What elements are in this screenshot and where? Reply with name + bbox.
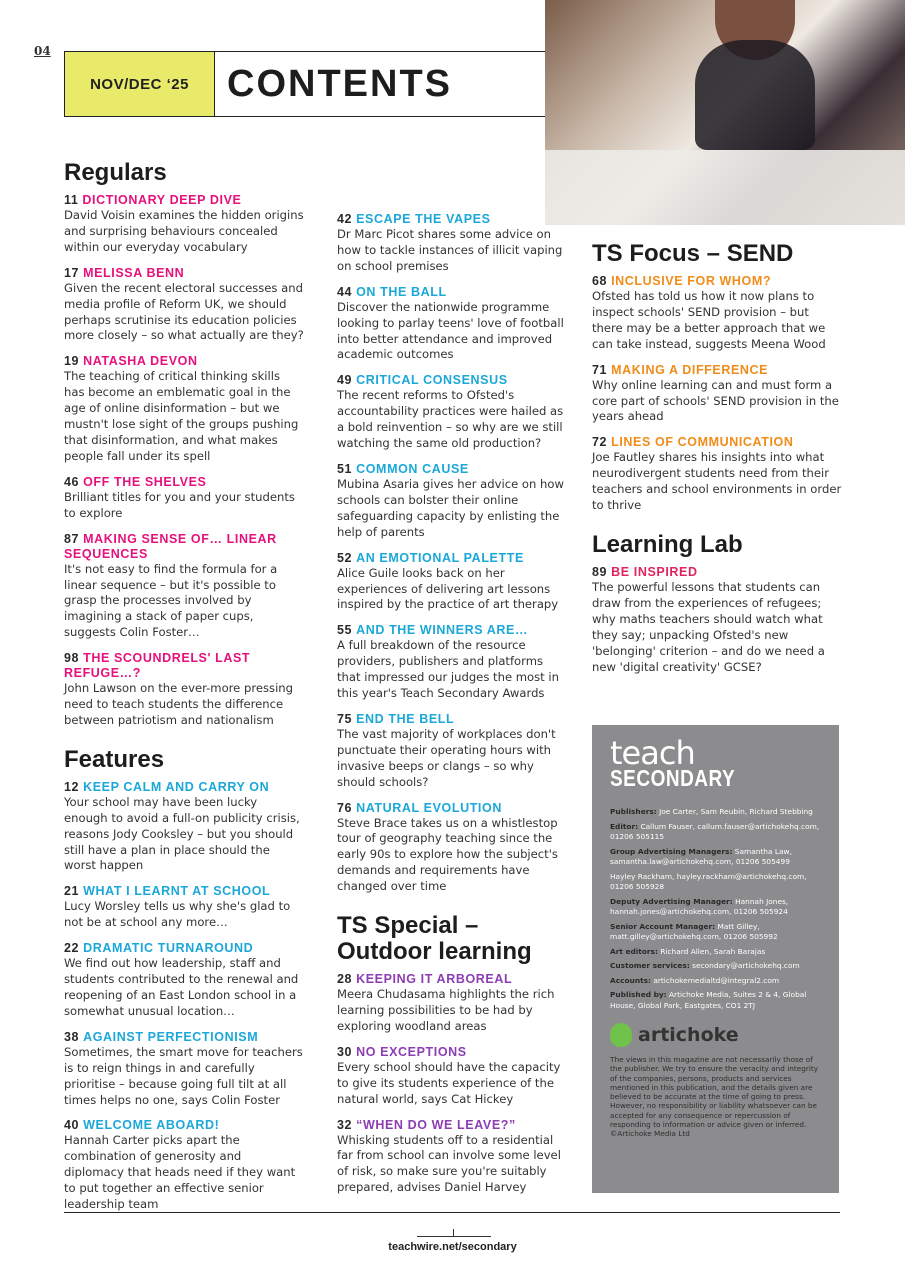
page-ref: 21 — [64, 884, 80, 899]
column-3 — [592, 241, 842, 685]
credit-label: Accounts: — [610, 975, 651, 985]
contents-item[interactable] — [337, 462, 569, 541]
page-ref: 40 — [64, 1118, 80, 1133]
photo-detail — [545, 150, 905, 225]
contents-item[interactable] — [64, 532, 304, 642]
credit-entry — [610, 872, 821, 893]
page-ref: 55 — [337, 623, 353, 638]
credit-value: Callum Fauser, callum.fauser@artichokehq.com, 01206 505115 — [610, 821, 820, 841]
article-title: MAKING A DIFFERENCE — [611, 362, 769, 377]
artichoke-logo — [610, 1023, 821, 1047]
item-title-line — [337, 551, 569, 566]
credit-entry — [610, 990, 821, 1011]
page-ref: 17 — [64, 265, 80, 280]
artichoke-wordmark: artichoke — [638, 1024, 739, 1046]
contents-item[interactable] — [64, 266, 304, 345]
page-ref: 98 — [64, 651, 80, 666]
article-title: ON THE BALL — [356, 284, 447, 299]
page-ref: 38 — [64, 1029, 80, 1044]
footer-url[interactable]: teachwire.net/secondary — [388, 1241, 517, 1253]
article-title: DRAMATIC TURNAROUND — [83, 941, 254, 956]
article-title: AGAINST PERFECTIONISM — [83, 1029, 259, 1044]
credit-value: Richard Allen, Sarah Barajas — [660, 946, 766, 956]
contents-item[interactable] — [64, 193, 304, 256]
contents-item[interactable] — [337, 373, 569, 452]
page-ref: 30 — [337, 1044, 353, 1059]
column-1 — [64, 160, 304, 1223]
footer-divider — [64, 1212, 840, 1213]
item-title-line — [337, 623, 569, 638]
page-number: 04 — [34, 44, 51, 58]
credit-value: Artichoke Media, Suites 2 & 4, Global House, Global Park, Eastgates, CO1 2TJ — [610, 990, 807, 1010]
page-ref: 72 — [592, 435, 608, 450]
item-title-line — [592, 435, 842, 450]
artichoke-leaf-icon — [610, 1023, 632, 1047]
article-standfirst: Brilliant titles for you and your students to explore — [64, 489, 295, 520]
section-heading: TS Focus – SEND — [592, 240, 794, 267]
item-title-line — [64, 884, 304, 899]
credit-entry — [610, 976, 821, 987]
page-ref: 32 — [337, 1117, 353, 1132]
credit-value: Matt Gilley, matt.gilley@artichokehq.com, 01206 505992 — [610, 921, 778, 941]
section-heading: TS Special – Outdoor learning — [337, 912, 532, 966]
page-ref: 52 — [337, 550, 353, 565]
article-standfirst: The teaching of critical thinking skills has become an emblematic goal in the age of online disinformation – but we mustn't lose sight of the groups pushing that disinformation, and what makes people fall under its spell — [64, 369, 299, 463]
credit-entry — [610, 847, 821, 868]
contents-item[interactable] — [337, 712, 569, 791]
article-title: AND THE WINNERS ARE… — [356, 623, 529, 638]
credit-entry — [610, 922, 821, 943]
credit-label: Senior Account Manager: — [610, 921, 716, 931]
article-standfirst: Hannah Carter picks apart the combination of generosity and diplomacy that heads need if they want to put together an effective senior leadership team — [64, 1133, 296, 1212]
contents-item[interactable] — [337, 623, 569, 702]
item-title-line — [337, 1118, 569, 1133]
article-standfirst: The vast majority of workplaces don't punctuate their operating hours with invasive beeps or clangs – so why should schools? — [337, 726, 556, 789]
page-ref: 89 — [592, 564, 608, 579]
article-title: NO EXCEPTIONS — [356, 1044, 467, 1059]
page-ref: 19 — [64, 354, 80, 369]
article-title: COMMON CAUSE — [356, 461, 469, 476]
page-ref: 44 — [337, 284, 353, 299]
page-ref: 71 — [592, 362, 608, 377]
page-title: CONTENTS — [227, 62, 452, 105]
contents-item[interactable] — [64, 354, 304, 464]
item-title-line — [337, 1045, 569, 1060]
page-ref: 68 — [592, 274, 608, 288]
contents-header — [64, 51, 584, 117]
article-title: “WHEN DO WE LEAVE?” — [356, 1117, 516, 1132]
contents-item[interactable] — [64, 780, 304, 875]
article-standfirst: John Lawson on the ever-more pressing need to teach students the difference between patriotism and nationalism — [64, 681, 294, 727]
contents-item[interactable] — [64, 941, 304, 1020]
item-title-line — [64, 1030, 304, 1045]
article-standfirst: Alice Guile looks back on her experiences of delivering art lessons inspired by the practice of art therapy — [337, 565, 559, 612]
item-title-line — [592, 363, 842, 378]
item-title-line — [337, 462, 569, 477]
credit-entry — [610, 961, 821, 972]
credits-list — [610, 807, 821, 1011]
item-title-line — [64, 193, 304, 208]
article-standfirst: Meera Chudasama highlights the rich learning possibilities to be had by exploring woodland areas — [337, 987, 555, 1033]
article-title: LINES OF COMMUNICATION — [611, 435, 794, 450]
credit-label: Deputy Advertising Manager: — [610, 896, 733, 906]
contents-item[interactable] — [64, 1118, 304, 1213]
page-ref: 42 — [337, 212, 353, 226]
credit-label: Customer services: — [610, 961, 690, 970]
article-title: KEEP CALM AND CARRY ON — [83, 779, 270, 794]
article-standfirst: Steve Brace takes us on a whistlestop tour of geography teaching since the early 90s to explore how the subject's demands and requirements have changed over time — [337, 815, 558, 894]
article-standfirst: Every school should have the capacity to give its students experience of the natural world, says Cat Hickey — [337, 1059, 561, 1106]
page-ref: 11 — [64, 193, 79, 207]
contents-item[interactable] — [337, 212, 569, 275]
credit-entry — [610, 822, 821, 843]
article-standfirst: Ofsted has told us how it now plans to inspect schools' SEND provision – but there may be a better approach that we can take instead, suggests Meena Wood — [592, 289, 826, 351]
article-title: END THE BELL — [356, 711, 455, 726]
item-title-line — [337, 212, 569, 227]
credit-value: artichokemedialtd@integral2.com — [653, 975, 780, 985]
item-title-line — [64, 266, 304, 281]
credit-value: secondary@artichokehq.com — [692, 961, 800, 970]
article-standfirst: The powerful lessons that students can draw from the experiences of refugees; why maths teachers should watch what they say; unpacking Ofsted's new 'belonging' criterion – and do we need a new 'digital creativity' GCSE? — [592, 579, 825, 674]
page-ref: 12 — [64, 779, 80, 794]
article-title: WELCOME ABOARD! — [83, 1118, 220, 1133]
page-ref: 28 — [337, 972, 353, 987]
footer-ornament — [417, 1236, 491, 1237]
item-title-line — [64, 1118, 304, 1133]
article-title: THE SCOUNDRELS' LAST REFUGE…? — [64, 651, 251, 681]
article-title: OFF THE SHELVES — [83, 474, 207, 489]
article-standfirst: The recent reforms to Ofsted's accountability practices were hailed as a bold reinvention – so why are we still watching the same old production? — [337, 388, 564, 451]
item-title-line — [337, 712, 569, 727]
article-standfirst: Joe Fautley shares his insights into what neurodivergent students need from their teachers and school environments in order to thrive — [592, 450, 842, 513]
article-standfirst: Your school may have been lucky enough to avoid a full-on publicity crisis, reasons Jody Cooksley – but you should still have a plan in place should the worst happen — [64, 794, 300, 873]
credit-label: Editor: — [610, 821, 639, 831]
article-title: MAKING SENSE OF… LINEAR SEQUENCES — [64, 531, 277, 561]
credit-label: Art editors: — [610, 946, 658, 956]
article-title: ESCAPE THE VAPES — [356, 212, 491, 226]
article-standfirst: Mubina Asaria gives her advice on how schools can bolster their online safeguarding capacity by enlisting the help of parents — [337, 476, 564, 539]
contents-item[interactable] — [337, 972, 569, 1035]
credit-label: Group Advertising Managers: — [610, 846, 733, 856]
article-title: KEEPING IT ARBOREAL — [356, 972, 513, 987]
contents-item[interactable] — [592, 565, 842, 675]
cover-photo-students — [545, 0, 905, 225]
credit-entry — [610, 897, 821, 918]
item-title-line — [592, 565, 842, 580]
item-title-line — [64, 651, 304, 681]
item-title-line — [64, 475, 304, 490]
article-standfirst: Dr Marc Picot shares some advice on how to tackle instances of illicit vaping on school premises — [337, 227, 563, 273]
page-ref: 49 — [337, 373, 353, 388]
contents-item[interactable] — [592, 274, 842, 353]
disclaimer — [610, 1055, 821, 1139]
article-standfirst: Why online learning can and must form a core part of schools' SEND provision in the years ahead — [592, 377, 839, 424]
article-title: NATASHA DEVON — [83, 354, 198, 369]
contents-item[interactable] — [337, 1118, 569, 1197]
article-title: CRITICAL CONSENSUS — [356, 373, 508, 388]
article-title: DICTIONARY DEEP DIVE — [82, 193, 242, 207]
article-title: AN EMOTIONAL PALETTE — [356, 550, 524, 565]
article-standfirst: David Voisin examines the hidden origins and surprising behaviours concealed within our everyday vocabulary — [64, 208, 304, 254]
item-title-line — [592, 274, 842, 289]
copyright: ©Artichoke Media Ltd — [610, 1129, 690, 1139]
credit-value: Hayley Rackham, hayley.rackham@artichokehq.com, 01206 505928 — [610, 871, 807, 891]
article-standfirst: Sometimes, the smart move for teachers is to reign things in and carefully prioritise – because going full tilt at all times helps no one, says Colin Foster — [64, 1044, 303, 1107]
disclaimer-text: The views in this magazine are not necessarily those of the publisher. We try to ensure the veracity and integrity of the companies, persons, products and services mentioned in this publication, and the details given are believed to be accurate at the time of going to press. However, no responsibility or liability whatsoever can be accepted for any consequence or repercussion of responding to information or advice given or inferred. — [610, 1055, 819, 1130]
footer-ornament — [453, 1229, 454, 1236]
contents-item[interactable] — [337, 1045, 569, 1108]
item-title-line — [64, 532, 304, 562]
teach-logo: teach — [610, 734, 695, 772]
contents-item[interactable] — [337, 551, 569, 614]
credit-entry — [610, 807, 821, 818]
contents-item[interactable] — [592, 435, 842, 514]
article-title: INCLUSIVE FOR WHOM? — [611, 274, 772, 288]
item-title-line — [337, 972, 569, 987]
page-ref: 46 — [64, 474, 80, 489]
article-standfirst: Given the recent electoral successes and media profile of Reform UK, we should perhaps scrutinise its education policies more closely – so what actually are they? — [64, 280, 304, 343]
issue-date: NOV/DEC ‘25 — [65, 52, 215, 116]
section-heading: Learning Lab — [592, 530, 743, 558]
item-title-line — [337, 373, 569, 388]
article-standfirst: Lucy Worsley tells us why she's glad to not be at school any more… — [64, 899, 291, 930]
credit-label: Published by: — [610, 990, 667, 999]
article-title: MELISSA BENN — [83, 265, 185, 280]
article-title: WHAT I LEARNT AT SCHOOL — [83, 884, 271, 899]
article-title: BE INSPIRED — [611, 564, 698, 579]
page-ref: 76 — [337, 800, 353, 815]
secondary-logo: SECONDARY — [610, 767, 736, 793]
item-title-line — [337, 285, 569, 300]
credit-entry — [610, 947, 821, 958]
contents-item[interactable] — [64, 884, 304, 931]
contents-item[interactable] — [64, 1030, 304, 1109]
article-standfirst: Whisking students off to a residential far from school can involve some level of risk, so make sure you're suitably prepared, advises Daniel Harvey — [337, 1132, 561, 1195]
column-2 — [337, 212, 569, 1206]
article-title: NATURAL EVOLUTION — [356, 800, 502, 815]
section-heading: Regulars — [64, 159, 167, 186]
masthead-box — [592, 725, 839, 1193]
page-ref: 75 — [337, 711, 353, 726]
credit-value: Samantha Law, samantha.law@artichokehq.com, 01206 505499 — [610, 846, 792, 866]
article-standfirst: Discover the nationwide programme looking to parlay teens' love of football into better attendance and improved academic outcomes — [337, 299, 564, 362]
contents-item[interactable] — [64, 475, 304, 522]
contents-item[interactable] — [337, 285, 569, 364]
credit-value: Hannah Jones, hannah.jones@artichokehq.com, 01206 505924 — [610, 896, 789, 916]
credit-value: Joe Carter, Sam Reubin, Richard Stebbing — [659, 807, 813, 816]
contents-item[interactable] — [592, 363, 842, 426]
item-title-line — [64, 780, 304, 795]
photo-detail — [695, 40, 815, 150]
contents-item[interactable] — [337, 801, 569, 896]
page-ref: 87 — [64, 531, 80, 546]
article-standfirst: We find out how leadership, staff and students contributed to the renewal and reopening of an East London school in a somewhat unusual location… — [64, 956, 299, 1018]
article-standfirst: It's not easy to find the formula for a linear sequence – but it's possible to grasp the processes involved by imagining a stack of paper cups, suggests Colin Foster… — [64, 561, 278, 640]
item-title-line — [337, 801, 569, 816]
contents-item[interactable] — [64, 651, 304, 729]
article-standfirst: A full breakdown of the resource providers, publishers and platforms that impressed our judges the most in this year's Teach Secondary Awards — [337, 638, 559, 701]
item-title-line — [64, 941, 304, 956]
page-ref: 22 — [64, 941, 80, 956]
page-ref: 51 — [337, 461, 353, 476]
item-title-line — [64, 354, 304, 369]
section-heading: Features — [64, 745, 165, 773]
credit-label: Publishers: — [610, 807, 657, 816]
